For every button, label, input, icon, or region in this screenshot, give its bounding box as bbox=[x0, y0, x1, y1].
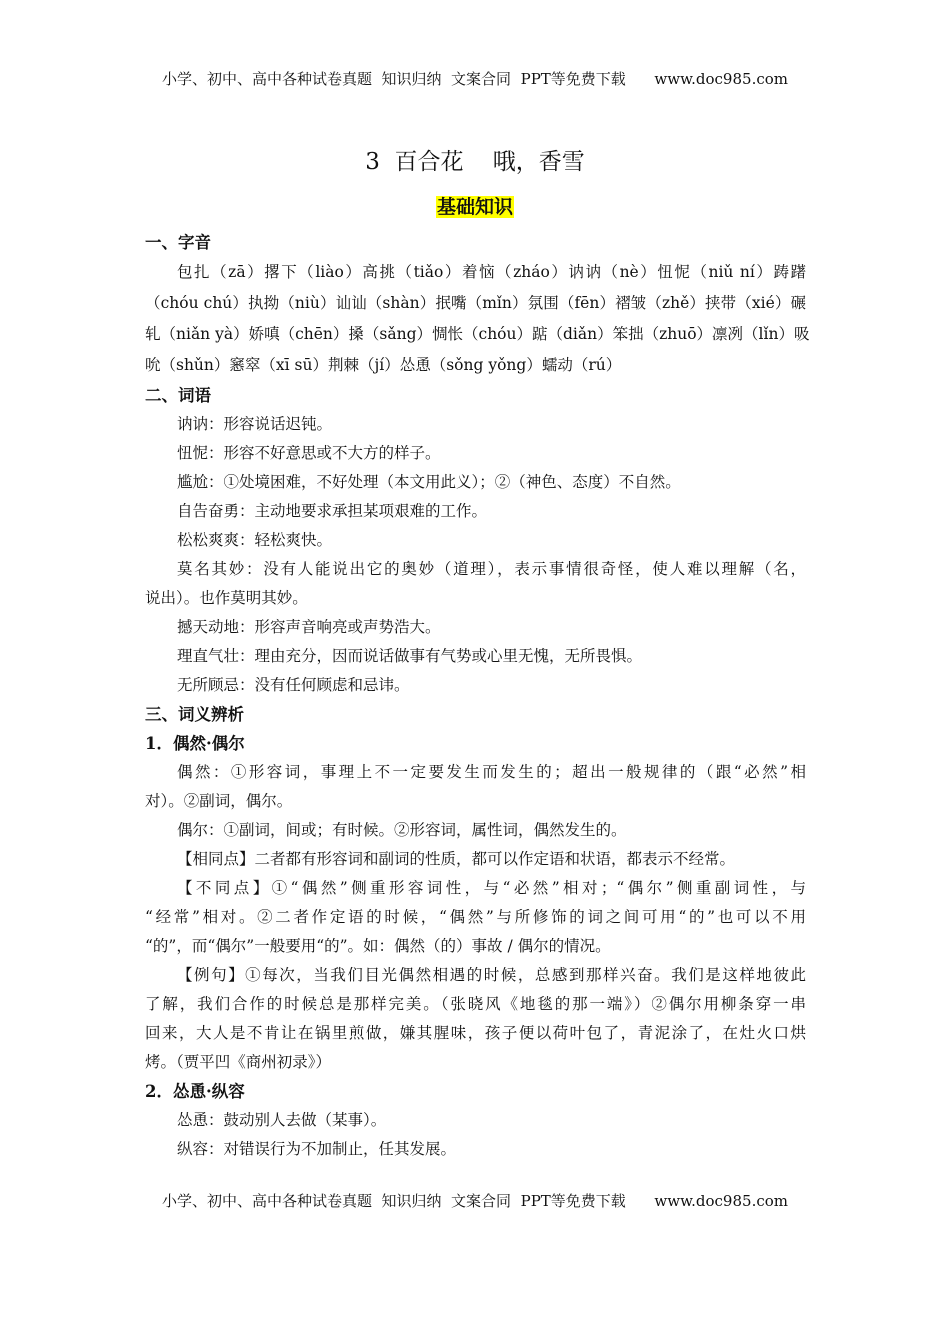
paragraph bbox=[145, 671, 806, 700]
paragraph bbox=[145, 1135, 806, 1164]
paragraph bbox=[145, 961, 806, 1077]
text-line: 怂恿：鼓动别人去做（某事）。 bbox=[177, 1111, 387, 1129]
text-line: 【例句】①每次，当我们目光偶然相遇的时候，总感到那样兴奋。我们是这样地彼此 bbox=[177, 966, 806, 984]
text-line: 回来，大人是不肯让在锅里煎做，嫌其腥味，孩子便以荷叶包了，青泥涂了，在灶火口烘 bbox=[145, 1024, 806, 1042]
section-heading: 三、词义辨析 bbox=[145, 705, 244, 724]
text-line: 撼天动地：形容声音响亮或声势浩大。 bbox=[177, 618, 441, 636]
section-subtitle bbox=[0, 192, 950, 219]
paragraph bbox=[145, 845, 806, 874]
text-line: 对）。②副词，偶尔。 bbox=[145, 792, 293, 810]
paragraph bbox=[145, 758, 806, 816]
text-line: 包扎（zā）撂下（liào）高挑（tiǎo）着恼（zháo）讷讷（nè）忸怩（niǔ ní）踌躇 bbox=[177, 263, 806, 281]
text-line: 偶然：①形容词，事理上不一定要发生而发生的；超出一般规律的（跟“必然”相 bbox=[177, 763, 806, 781]
paragraph bbox=[145, 642, 806, 671]
document-body bbox=[145, 228, 810, 1164]
paragraph bbox=[145, 410, 806, 439]
text-line: 纵容：对错误行为不加制止，任其发展。 bbox=[177, 1140, 457, 1158]
text-line: 莫名其妙：没有人能说出它的奥妙（道理），表示事情很奇怪，使人难以理解（名， bbox=[177, 560, 806, 578]
text-line: 说出）。也作莫明其妙。 bbox=[145, 589, 308, 607]
text-line: 无所顾忌：没有任何顾虑和忌讳。 bbox=[177, 676, 410, 694]
text-line: 讷讷：形容说话迟钝。 bbox=[177, 415, 333, 433]
paragraph bbox=[145, 439, 806, 468]
section-heading: 1．偶然·偶尔 bbox=[145, 734, 245, 753]
text-line: 忸怩：形容不好意思或不大方的样子。 bbox=[177, 444, 441, 462]
text-line: 尴尬：①处境困难，不好处理（本文用此义）；②（神色、态度）不自然。 bbox=[177, 473, 681, 491]
text-line: （chóu chú）执拗（niù）讪讪（shàn）抿嘴（mǐn）氛围（fēn）褶皱（zhě）挟带（xié）碾 bbox=[145, 294, 806, 312]
paragraph bbox=[145, 526, 806, 555]
text-line: 理直气壮：理由充分，因而说话做事有气势或心里无愧，无所畏惧。 bbox=[177, 647, 643, 665]
text-line: “的”，而“偶尔”一般要用“的”。如：偶然（的）事故 / 偶尔的情况。 bbox=[145, 937, 611, 955]
text-line: 【相同点】二者都有形容词和副词的性质，都可以作定语和状语，都表示不经常。 bbox=[177, 850, 736, 868]
paragraph bbox=[145, 816, 806, 845]
paragraph bbox=[145, 257, 810, 381]
text-line: 自告奋勇：主动地要求承担某项艰难的工作。 bbox=[177, 502, 488, 520]
text-line: 偶尔：①副词，间或；有时候。②形容词，属性词，偶然发生的。 bbox=[177, 821, 627, 839]
paragraph bbox=[145, 497, 806, 526]
text-line: 吮（shǔn）窸窣（xī sū）荆棘（jí）怂恿（sǒng yǒng）蠕动（rú） bbox=[145, 356, 622, 374]
page-title: 3 百合花 哦，香雪 bbox=[365, 149, 585, 175]
text-line: 【不同点】①“偶然”侧重形容词性，与“必然”相对；“偶尔”侧重副词性，与 bbox=[177, 879, 806, 897]
section-heading: 2．怂恿·纵容 bbox=[145, 1082, 245, 1101]
section-heading: 二、词语 bbox=[145, 386, 211, 405]
paragraph bbox=[145, 555, 806, 613]
paragraph bbox=[145, 874, 806, 961]
text-line: 烤。（贾平凹《商州初录》） bbox=[145, 1053, 332, 1071]
text-line: 轧（niǎn yà）娇嗔（chēn）搡（sǎng）惆怅（chóu）踮（diǎn）笨拙（zhuō）凛冽（lǐn）吸 bbox=[145, 325, 810, 343]
paragraph bbox=[145, 468, 806, 497]
text-line: 松松爽爽：轻松爽快。 bbox=[177, 531, 333, 549]
page-footer: 小学、初中、高中各种试卷真题 知识归纳 文案合同 PPT等免费下载 www.doc985.com bbox=[161, 1192, 788, 1210]
highlighted-subtitle: 基础知识 bbox=[436, 196, 513, 218]
section-heading: 一、字音 bbox=[145, 233, 211, 252]
text-line: “经常”相对。②二者作定语的时候，“偶然”与所修饰的词之间可用“的”也可以不用 bbox=[145, 908, 806, 926]
text-line: 了解，我们合作的时候总是那样完美。（张晓风《地毯的那一端》）②偶尔用柳条穿一串 bbox=[145, 995, 806, 1013]
paragraph bbox=[145, 613, 806, 642]
paragraph bbox=[145, 1106, 806, 1135]
page-header: 小学、初中、高中各种试卷真题 知识归纳 文案合同 PPT等免费下载 www.doc985.com bbox=[161, 70, 788, 88]
